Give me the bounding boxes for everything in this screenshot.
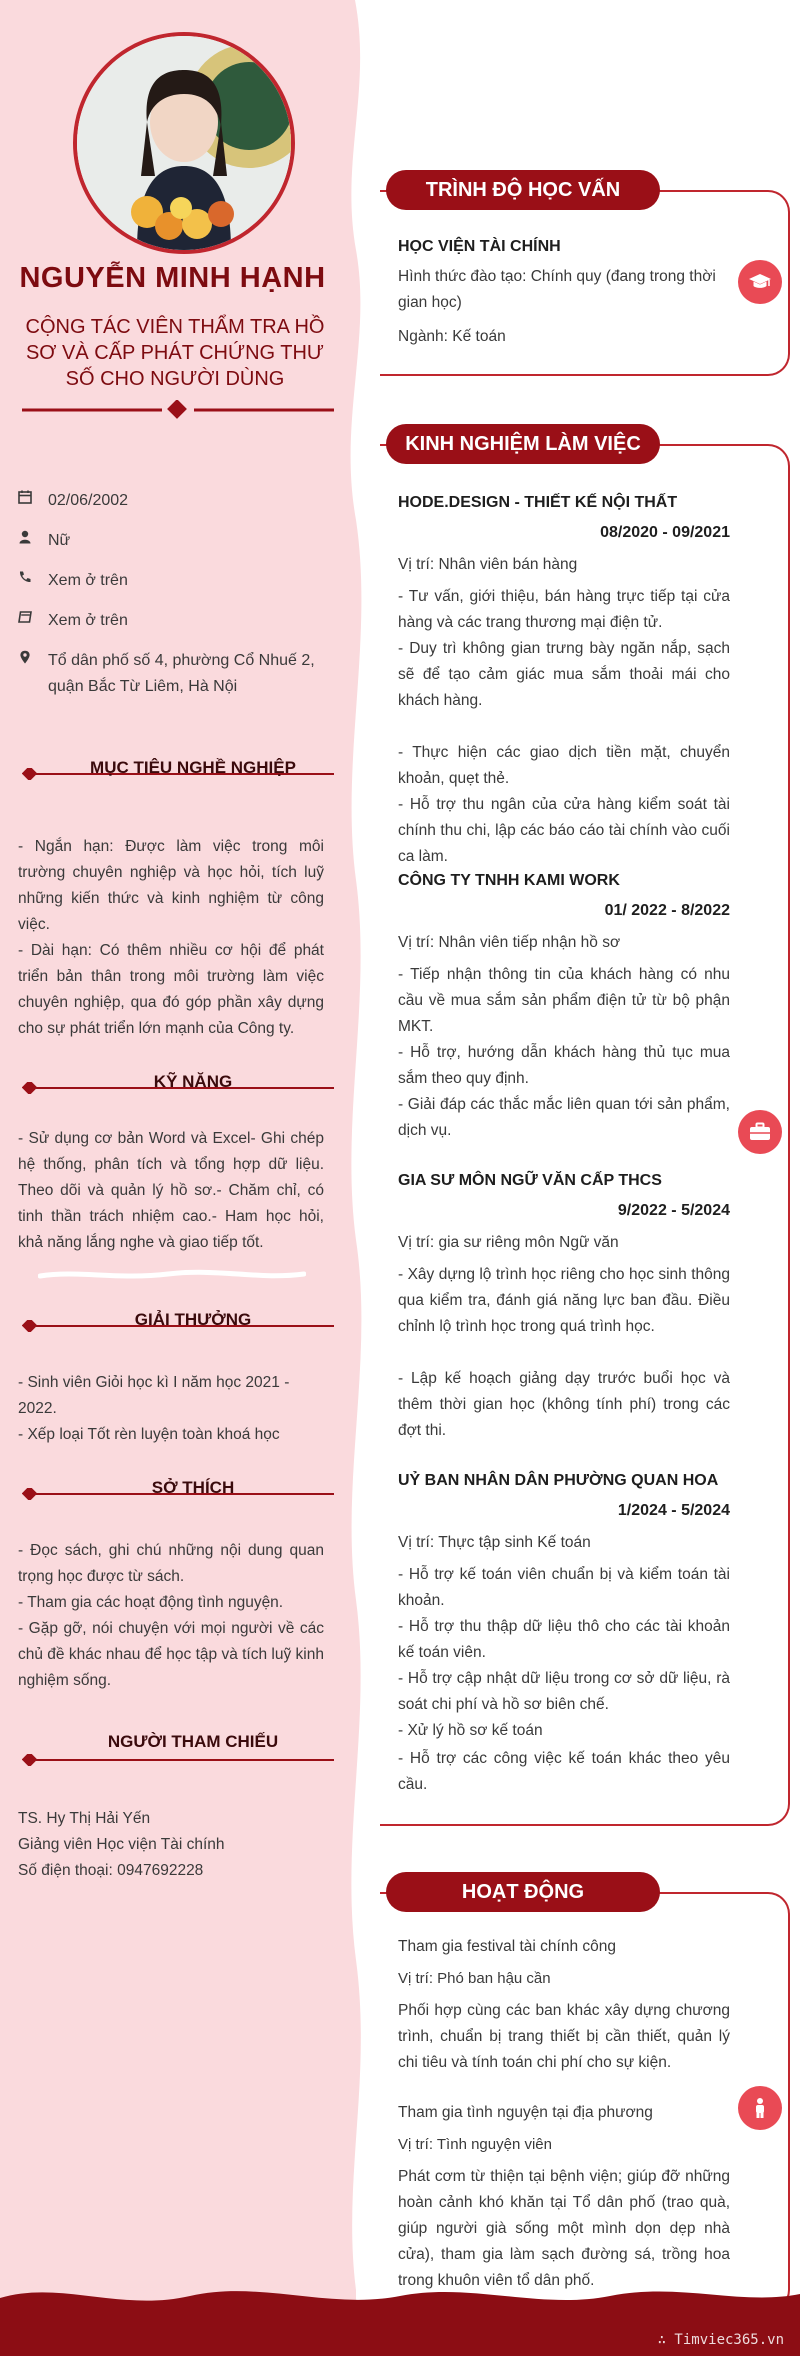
objective-short-term: - Ngắn hạn: Được làm việc trong môi trường chuyên nghiệp và học hỏi, tích luỹ những kiến thức và kinh nghiệm từ công việc. [18,838,324,933]
skills-heading-text: KỸ NĂNG [153,1072,233,1091]
job-company: CÔNG TY TNHH KAMI WORK [398,872,620,889]
job-duty: - Hỗ trợ, hướng dẫn khách hàng thủ tục mua sắm theo quy định. [398,1044,730,1087]
name-divider [22,400,334,420]
birthday-text: 02/06/2002 [48,492,129,509]
reference-role: Giảng viên Học viện Tài chính [18,1836,225,1853]
hobby-item: - Tham gia các hoạt động tình nguyện. [18,1594,284,1611]
person-icon [18,530,32,544]
job-title: CỘNG TÁC VIÊN THẨM TRA HỒ SƠ VÀ CẤP PHÁT CHỨNG THƯ SỐ CHO NGƯỜI DÙNG [25,316,325,390]
job-duty: - Hỗ trợ các công việc kế toán khác theo yêu cầu. [398,1750,730,1793]
activity-position: Vị trí: Tình nguyện viên [398,2136,552,2153]
job-duty: - Hỗ trợ thu thập dữ liệu thô cho các tài khoản kế toán viên. [398,1618,730,1661]
hobbies-heading [22,1478,334,1508]
person-activity-icon [748,2096,772,2120]
objective-long-term: - Dài hạn: Có thêm nhiều cơ hội để phát triển bản thân trong môi trường làm việc chuyên nghiệp, qua đó góp phần xây dựng cho sự phát triển lớn mạnh của Công ty. [18,942,324,1037]
skills-heading [22,1072,334,1102]
briefcase-icon [748,1120,772,1144]
job-company: HODE.DESIGN - THIẾT KẾ NỘI THẤT [398,494,678,511]
education-badge [738,260,782,304]
objective-heading [22,758,334,788]
award-item: - Sinh viên Giỏi học kì I năm học 2021 - 2022. [18,1374,290,1417]
section-divider [22,1754,334,1766]
job-period: 9/2022 - 5/2024 [617,1202,730,1219]
activities-badge [738,2086,782,2130]
job-position: Vị trí: gia sư riêng môn Ngữ văn [398,1234,619,1251]
skills-text: - Sử dụng cơ bản Word và Excel- Ghi chép hệ thống, phân tích và tổng hợp dữ liệu. Theo dõi và quản lý hồ sơ.- Chăm chỉ, có tinh thần trách nhiệm cao.- Ham học hỏi, khả năng lắng nghe và giao tiếp tốt. [18,1130,324,1251]
hobby-item: - Đọc sách, ghi chú những nội dung quan trọng học được từ sách. [18,1542,324,1585]
activity-desc: Phát cơm từ thiện tại bệnh viện; giúp đỡ những hoàn cảnh khó khăn tại Tổ dân phố (trao quà, giúp người già sống một mình dọn dẹp nhà cửa), tham gia làm sạch đường sá, trồng hoa trong khuôn viên tổ dân phố. [398,2168,730,2289]
job-duty: - Xây dựng lộ trình học riêng cho học sinh thông qua kiểm tra, đánh giá năng lực ban đầu. Điều chỉnh lộ trình học trong quá trình học. [398,1266,730,1335]
decorative-swirl [38,1268,306,1280]
experience-badge [738,1110,782,1154]
graduation-cap-icon [748,270,772,294]
reference-name: TS. Hy Thị Hải Yến [18,1810,151,1827]
job-period: 1/2024 - 5/2024 [617,1502,730,1519]
experience-heading: KINH NGHIỆM LÀM VIỆC [386,424,660,464]
job-period: 08/2020 - 09/2021 [600,524,730,541]
job-duty: - Hỗ trợ cập nhật dữ liệu trong cơ sở dữ liệu, rà soát chi phí và hồ sơ biên chế. [398,1670,730,1713]
job-position: Vị trí: Nhân viên tiếp nhận hồ sơ [398,934,621,951]
job-duty: - Tư vấn, giới thiệu, bán hàng trực tiếp tại cửa hàng và các trang thương mại điện tử. [398,588,730,631]
job-duty: - Thực hiện các giao dịch tiền mặt, chuyển khoản, quẹt thẻ. [398,744,730,787]
reference-heading-text: NGƯỜI THAM CHIẾU [107,1732,279,1751]
education-school: HỌC VIỆN TÀI CHÍNH [398,238,561,255]
job-position: Vị trí: Nhân viên bán hàng [398,556,578,573]
job-company: GIA SƯ MÔN NGỮ VĂN CẤP THCS [398,1172,662,1189]
job-duty: - Tiếp nhận thông tin của khách hàng có nhu cầu về mua sắm sản phẩm điện tử từ bộ phận MKT. [398,966,730,1035]
reference-phone: Số điện thoại: 0947692228 [18,1862,204,1879]
job-period: 01/ 2022 - 8/2022 [604,902,730,919]
avatar-photo [77,36,291,250]
email-icon [18,610,32,624]
phone-icon [18,570,32,584]
activities-heading: HOẠT ĐỘNG [386,1872,660,1912]
job-position: Vị trí: Thực tập sinh Kế toán [398,1534,591,1551]
watermark: ∴ Timviec365.vn [657,2332,784,2348]
activity-position: Vị trí: Phó ban hậu cần [398,1970,551,1987]
reference-heading [22,1732,334,1762]
job-duty: - Lập kế hoạch giảng dạy trước buổi học và thêm thời gian học (không tính phí) trong các đợt thi. [398,1370,730,1439]
full-name: NGUYỄN MINH HẠNH [19,262,326,294]
job-duty: - Hỗ trợ kế toán viên chuẩn bị và kiểm toán tài khoản. [398,1566,730,1609]
job-duty: - Giải đáp các thắc mắc liên quan tới sản phẩm, dịch vụ. [398,1096,730,1139]
job-duty: - Xử lý hồ sơ kế toán [398,1722,543,1739]
hobby-item: - Gặp gỡ, nói chuyện với mọi người về các chủ đề khác nhau để học tập và tích luỹ kinh nghiệm sống. [18,1620,324,1689]
avatar [73,32,295,254]
phone-text[interactable]: Xem ở trên [48,572,128,589]
objective-heading-text: MỤC TIÊU NGHỀ NGHIỆP [90,758,296,777]
awards-heading [22,1310,334,1340]
calendar-icon [18,490,32,504]
awards-heading-text: GIẢI THƯỞNG [134,1310,252,1329]
email-text[interactable]: Xem ở trên [48,612,128,629]
job-duty: - Hỗ trợ thu ngân của cửa hàng kiểm soát tài chính thu chi, lập các báo cáo tài chính vào cuối ca làm. [398,796,730,865]
location-icon [18,650,32,664]
hobbies-heading-text: SỞ THÍCH [151,1478,235,1497]
job-company: UỶ BAN NHÂN DÂN PHƯỜNG QUAN HOA [398,1472,719,1489]
education-heading: TRÌNH ĐỘ HỌC VẤN [386,170,660,210]
education-mode: Hình thức đào tạo: Chính quy (đang trong thời gian học) [398,268,716,311]
address-text: Tổ dân phố số 4, phường Cổ Nhuế 2, quận Bắc Từ Liêm, Hà Nội [48,652,315,695]
award-item: - Xếp loại Tốt rèn luyện toàn khoá học [18,1426,280,1443]
job-duty: - Duy trì không gian trưng bày ngăn nắp, sạch sẽ để tạo cảm giác mua sắm thoải mái cho khách hàng. [398,640,730,709]
gender-text: Nữ [48,532,71,549]
activity-title: Tham gia festival tài chính công [398,1938,616,1955]
activity-title: Tham gia tình nguyện tại địa phương [398,2104,653,2121]
activity-desc: Phối hợp cùng các ban khác xây dựng chương trình, chuẩn bị trang thiết bị cần thiết, quản lý chi tiêu và tính toán chi phí cho sự kiện. [398,2002,730,2071]
education-major: Ngành: Kế toán [398,328,506,345]
